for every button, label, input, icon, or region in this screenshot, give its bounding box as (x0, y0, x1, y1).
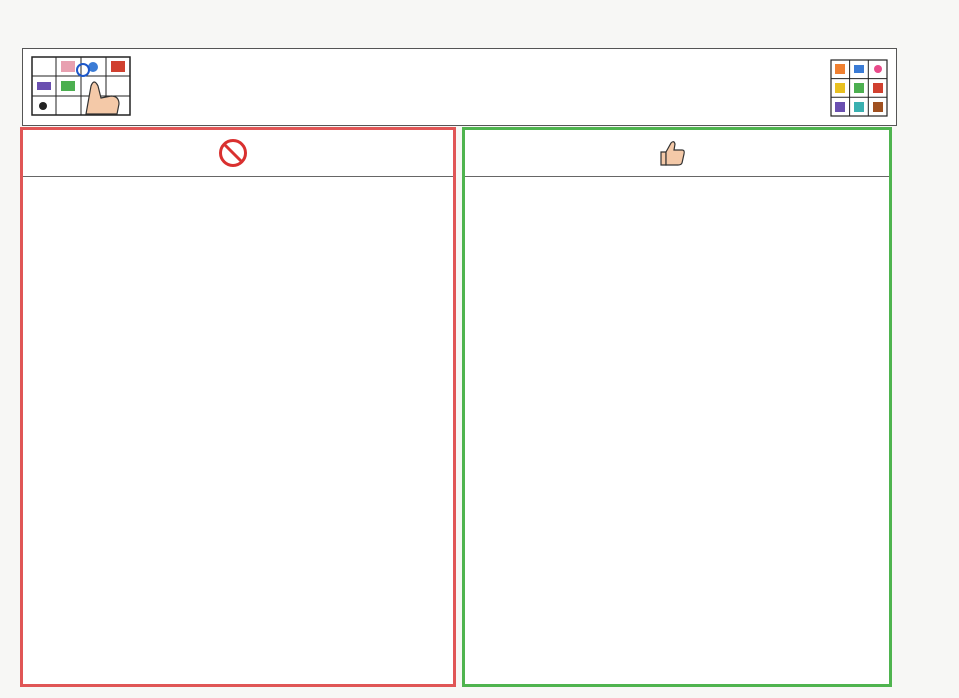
thumbs-up-icon (657, 138, 687, 168)
yes-column (462, 127, 892, 687)
no-column-heading (23, 130, 453, 177)
aac-board-pointing-hand-icon (31, 56, 131, 116)
yes-rows (465, 176, 889, 684)
symbol-grid-icon (830, 59, 888, 117)
yes-column-heading (465, 130, 889, 177)
header-banner (22, 48, 897, 126)
prohibition-icon (218, 138, 248, 168)
no-column (20, 127, 456, 687)
no-rows (23, 176, 453, 684)
